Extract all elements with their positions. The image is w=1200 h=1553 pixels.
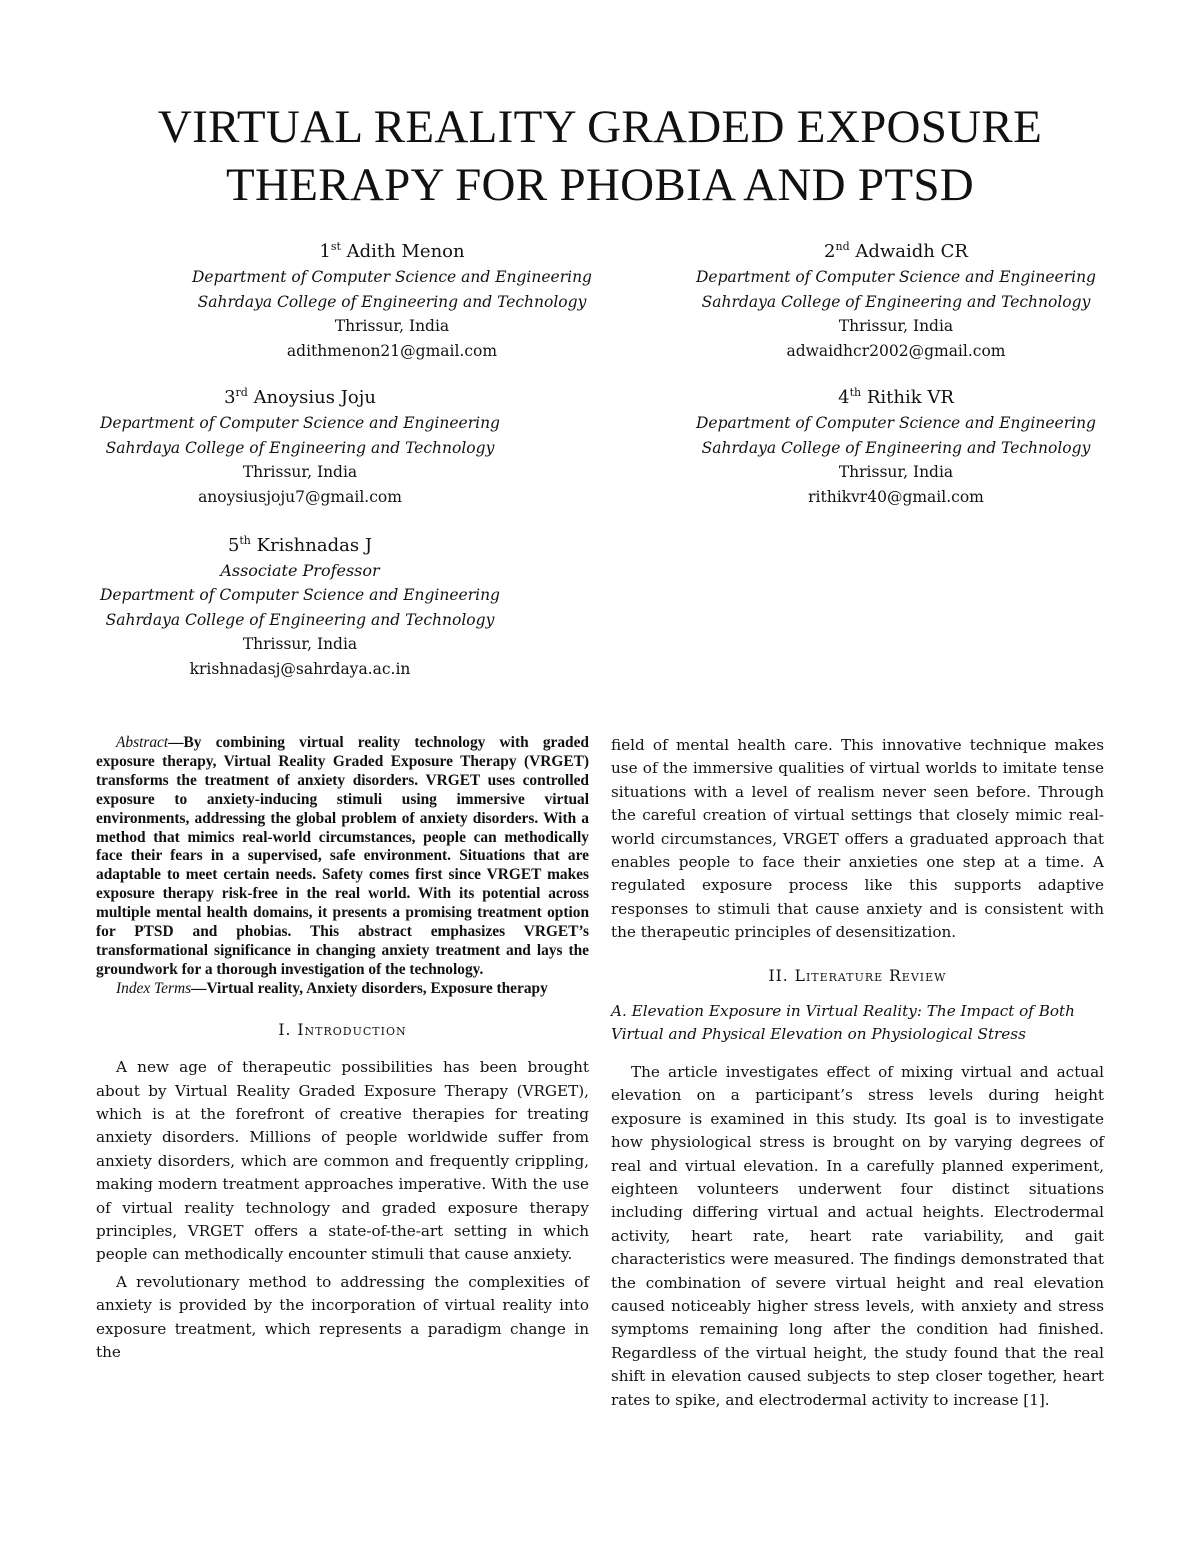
abstract-label: Abstract [116, 734, 169, 751]
author-location: Thrissur, India [838, 317, 954, 335]
author-college: Sahrdaya College of Engineering and Technology [701, 292, 1091, 311]
author-email: adithmenon21@gmail.com [286, 341, 498, 360]
author-email: anoysiusjoju7@gmail.com [198, 487, 402, 506]
section-heading-introduction: I. Introduction [278, 1020, 407, 1039]
author-department: Department of Computer Science and Engineering [100, 414, 500, 432]
author-name: 1st Adith Menon [319, 240, 465, 262]
index-terms [96, 980, 589, 999]
index-terms-text: —Virtual reality, Anxiety disorders, Exposure therapy [191, 979, 548, 997]
abstract [96, 734, 589, 980]
right-column [611, 734, 1104, 1412]
left-column [96, 734, 589, 1364]
author-location: Thrissur, India [242, 635, 358, 653]
author-department: Department of Computer Science and Engineering [100, 586, 500, 604]
author-college: Sahrdaya College of Engineering and Technology [105, 438, 495, 457]
author-name: 5th Krishnadas J [227, 534, 373, 556]
author-name: 3rd Anoysius Joju [224, 386, 376, 408]
intro-paragraph-2-continued: field of mental health care. This innovative technique makes use of the immersive qualities of virtual worlds to imitate tense situations with a level of realism never seen before. Through the careful creation of virtual settings that closely mimic real-world circumstances, VRGET offers a graduated approach that enables people to face their anxieties one step at a time. A regulated exposure process like this supports adaptive responses to stimuli that cause anxiety and is consistent with the therapeutic principles of desensitization. [611, 736, 1104, 942]
title-line-2: THERAPY FOR PHOBIA AND PTSD [225, 159, 975, 211]
title-line-1: VIRTUAL REALITY GRADED EXPOSURE [157, 101, 1043, 153]
author-role: Associate Professor [220, 561, 380, 580]
author-name: 4th Rithik VR [838, 386, 954, 408]
author-email: rithikvr40@gmail.com [808, 487, 984, 506]
intro-paragraph-2-start: A revolutionary method to addressing the complexities of anxiety is provided by the incorporation of virtual reality into exposure treatment, which represents a paradigm change in the [96, 1272, 589, 1361]
author-location: Thrissur, India [334, 317, 450, 335]
author-block-2 [656, 234, 1136, 363]
index-terms-label: Index Terms [116, 979, 192, 997]
author-college: Sahrdaya College of Engineering and Technology [197, 292, 587, 311]
author-location: Thrissur, India [242, 463, 358, 481]
author-email: adwaidhcr2002@gmail.com [786, 341, 1006, 360]
author-name: 2nd Adwaidh CR [824, 240, 968, 262]
author-block-4 [656, 380, 1136, 509]
section-heading-literature-review: II. Literature Review [768, 966, 947, 985]
intro-paragraph-1: A new age of therapeutic possibilities has been brought about by Virtual Reality Graded Exposure Therapy (VRGET), which is at the forefront of creative therapies for treating anxiety disorders. Millions of people worldwide suffer from anxiety disorders, which are common and frequently crippling, making modern treatment approaches imperative. With the use of virtual reality technology and graded exposure therapy principles, VRGET offers a state-of-the-art setting in which people can methodically encounter stimuli that cause anxiety. [96, 1058, 589, 1264]
literature-paragraph-1: The article investigates effect of mixing virtual and actual elevation on a participant’s stress levels during height exposure is examined in this study. Its goal is to investigate how physiological stress is brought on by varying degrees of real and virtual elevation. In a carefully planned experiment, eighteen volunteers underwent four distinct situations including differing virtual and actual heights. Electrodermal activity, heart rate, heart rate variability, and gait characteristics were measured. The findings demonstrated that the combination of severe virtual height and real elevation caused noticeably higher stress levels, with anxiety and stress symptoms remaining long after the condition had finished. Regardless of the virtual height, the study found that the real shift in elevation caused subjects to step closer together, heart rates to spike, and electrodermal activity to increase [1]. [611, 1062, 1104, 1409]
author-block-1 [152, 234, 632, 363]
author-location: Thrissur, India [838, 463, 954, 481]
author-college: Sahrdaya College of Engineering and Technology [701, 438, 1091, 457]
author-college: Sahrdaya College of Engineering and Technology [105, 610, 495, 629]
author-block-5 [60, 528, 540, 681]
paper-title [0, 98, 1200, 214]
author-department: Department of Computer Science and Engineering [696, 268, 1096, 286]
author-department: Department of Computer Science and Engineering [696, 414, 1096, 432]
subsection-heading: A. Elevation Exposure in Virtual Reality: The Impact of Both Virtual and Physical Elevation on Physiological Stress [611, 1002, 1075, 1044]
author-email: krishnadasj@sahrdaya.ac.in [189, 659, 411, 678]
author-department: Department of Computer Science and Engineering [192, 268, 592, 286]
author-block-3 [60, 380, 540, 509]
abstract-text: —By combining virtual reality technology with graded exposure therapy, Virtual Reality Graded Exposure Therapy (VRGET) transforms the treatment of anxiety disorders. VRGET uses controlled exposure to anxiety-inducing stimuli using immersive virtual environments, addressing the global problem of anxiety disorders. With a method that mimics real-world circumstances, people can methodically face their fears in a supervised, safe environment. Situations that are adaptable to meet certain needs. Safety comes first since VRGET makes exposure therapy risk-free in the real world. With its potential across multiple mental health domains, it presents a promising treatment option for PTSD and phobias. This abstract emphasizes VRGET’s transformational significance in changing anxiety treatment and lays the groundwork for a thorough investigation of the technology. [96, 734, 589, 978]
